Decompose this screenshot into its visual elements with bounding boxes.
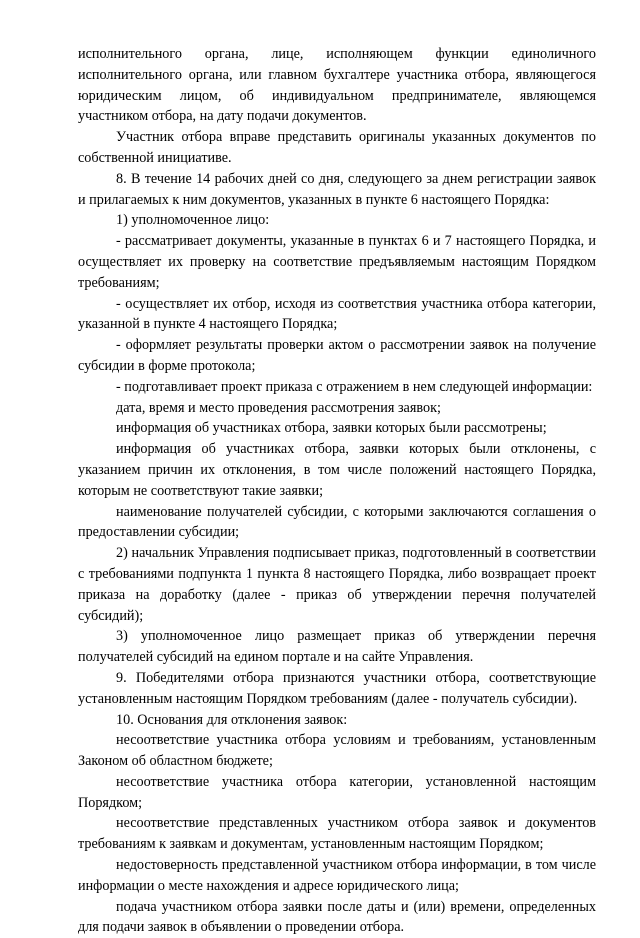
paragraph-subitem-1: 1) уполномоченное лицо: [116, 212, 270, 229]
paragraph-recipients-names: наименование получателей субсидии, с которыми заключаются соглашения о предоставлении субсидии; [78, 503, 596, 541]
paragraph-reason-false-info: недостоверность представленной участником отбора информации, в том числе информации о месте нахождения и адресе юридического лица; [78, 857, 596, 894]
paragraph-date-time-place: дата, время и место проведения рассмотрения заявок; [116, 399, 441, 416]
paragraph-dash-protocol: - оформляет результаты проверки актом о рассмотрении заявок на получение субсидии в форме протокола; [78, 337, 596, 374]
paragraph-reason-documents: несоответствие представленных участником отбора заявок и документов требованиям к заявкам и документам, установленным настоящим Порядком; [78, 815, 596, 853]
paragraph-subitem-2: 2) начальник Управления подписывает приказ, подготовленный в соответствии с требованиями подпункта 1 пункта 8 настоящего Порядка, либо возвращает проект приказа на доработку (далее - приказ об утверждении перечня получателей субсидий); [78, 545, 596, 624]
paragraph-reason-category: несоответствие участника отбора категории, установленной настоящим Порядком; [78, 773, 596, 811]
paragraph-dash-selection: - осуществляет их отбор, исходя из соответствия участника отбора категории, указанной в пункте 4 настоящего Порядка; [78, 295, 596, 333]
paragraph-item-10: 10. Основания для отклонения заявок: [116, 711, 348, 728]
paragraph-rejected-info: информация об участниках отбора, заявки которых были отклонены, с указанием причин их отклонения, в том числе положений настоящего Порядка, которым не соответствуют такие заявки; [78, 441, 596, 499]
paragraph-dash-draft-order: - подготавливает проект приказа с отражением в нем следующей информации: [116, 378, 593, 395]
paragraph-item-8: 8. В течение 14 рабочих дней со дня, следующего за днем регистрации заявок и прилагаемых к ним документов, указанных в пункте 6 настоящего Порядка: [78, 170, 596, 208]
paragraph-reviewed-info: информация об участниках отбора, заявки которых были рассмотрены; [116, 420, 547, 437]
paragraph-reason-law: несоответствие участника отбора условиям и требованиям, установленным Законом об областном бюджете; [78, 732, 596, 770]
paragraph-dash-review: - рассматривает документы, указанные в пунктах 6 и 7 настоящего Порядка, и осуществляет их проверку на соответствие предъявляемым настоящим Порядком требованиям; [78, 233, 596, 291]
paragraph-subitem-3: 3) уполномоченное лицо размещает приказ об утверждении перечня получателей субсидий на едином портале и на сайте Управления. [78, 628, 596, 666]
paragraph-continuation: исполнительного органа, лице, исполняющем функции единоличного исполнительного органа, или главном бухгалтере участника отбора, являющегося юридическим лицом, об индивидуальном предпринимателе, являющемся участником отбора, на дату подачи документов. [78, 46, 596, 125]
paragraph-item-9: 9. Победителями отбора признаются участники отбора, соответствующие установленным настоящим Порядком требованиям (далее - получатель субсидии). [78, 669, 596, 707]
paragraph-originals: Участник отбора вправе представить оригиналы указанных документов по собственной инициативе. [78, 129, 596, 166]
paragraph-reason-late: подача участником отбора заявки после даты и (или) времени, определенных для подачи заявок в объявлении о проведении отбора. [78, 898, 596, 936]
